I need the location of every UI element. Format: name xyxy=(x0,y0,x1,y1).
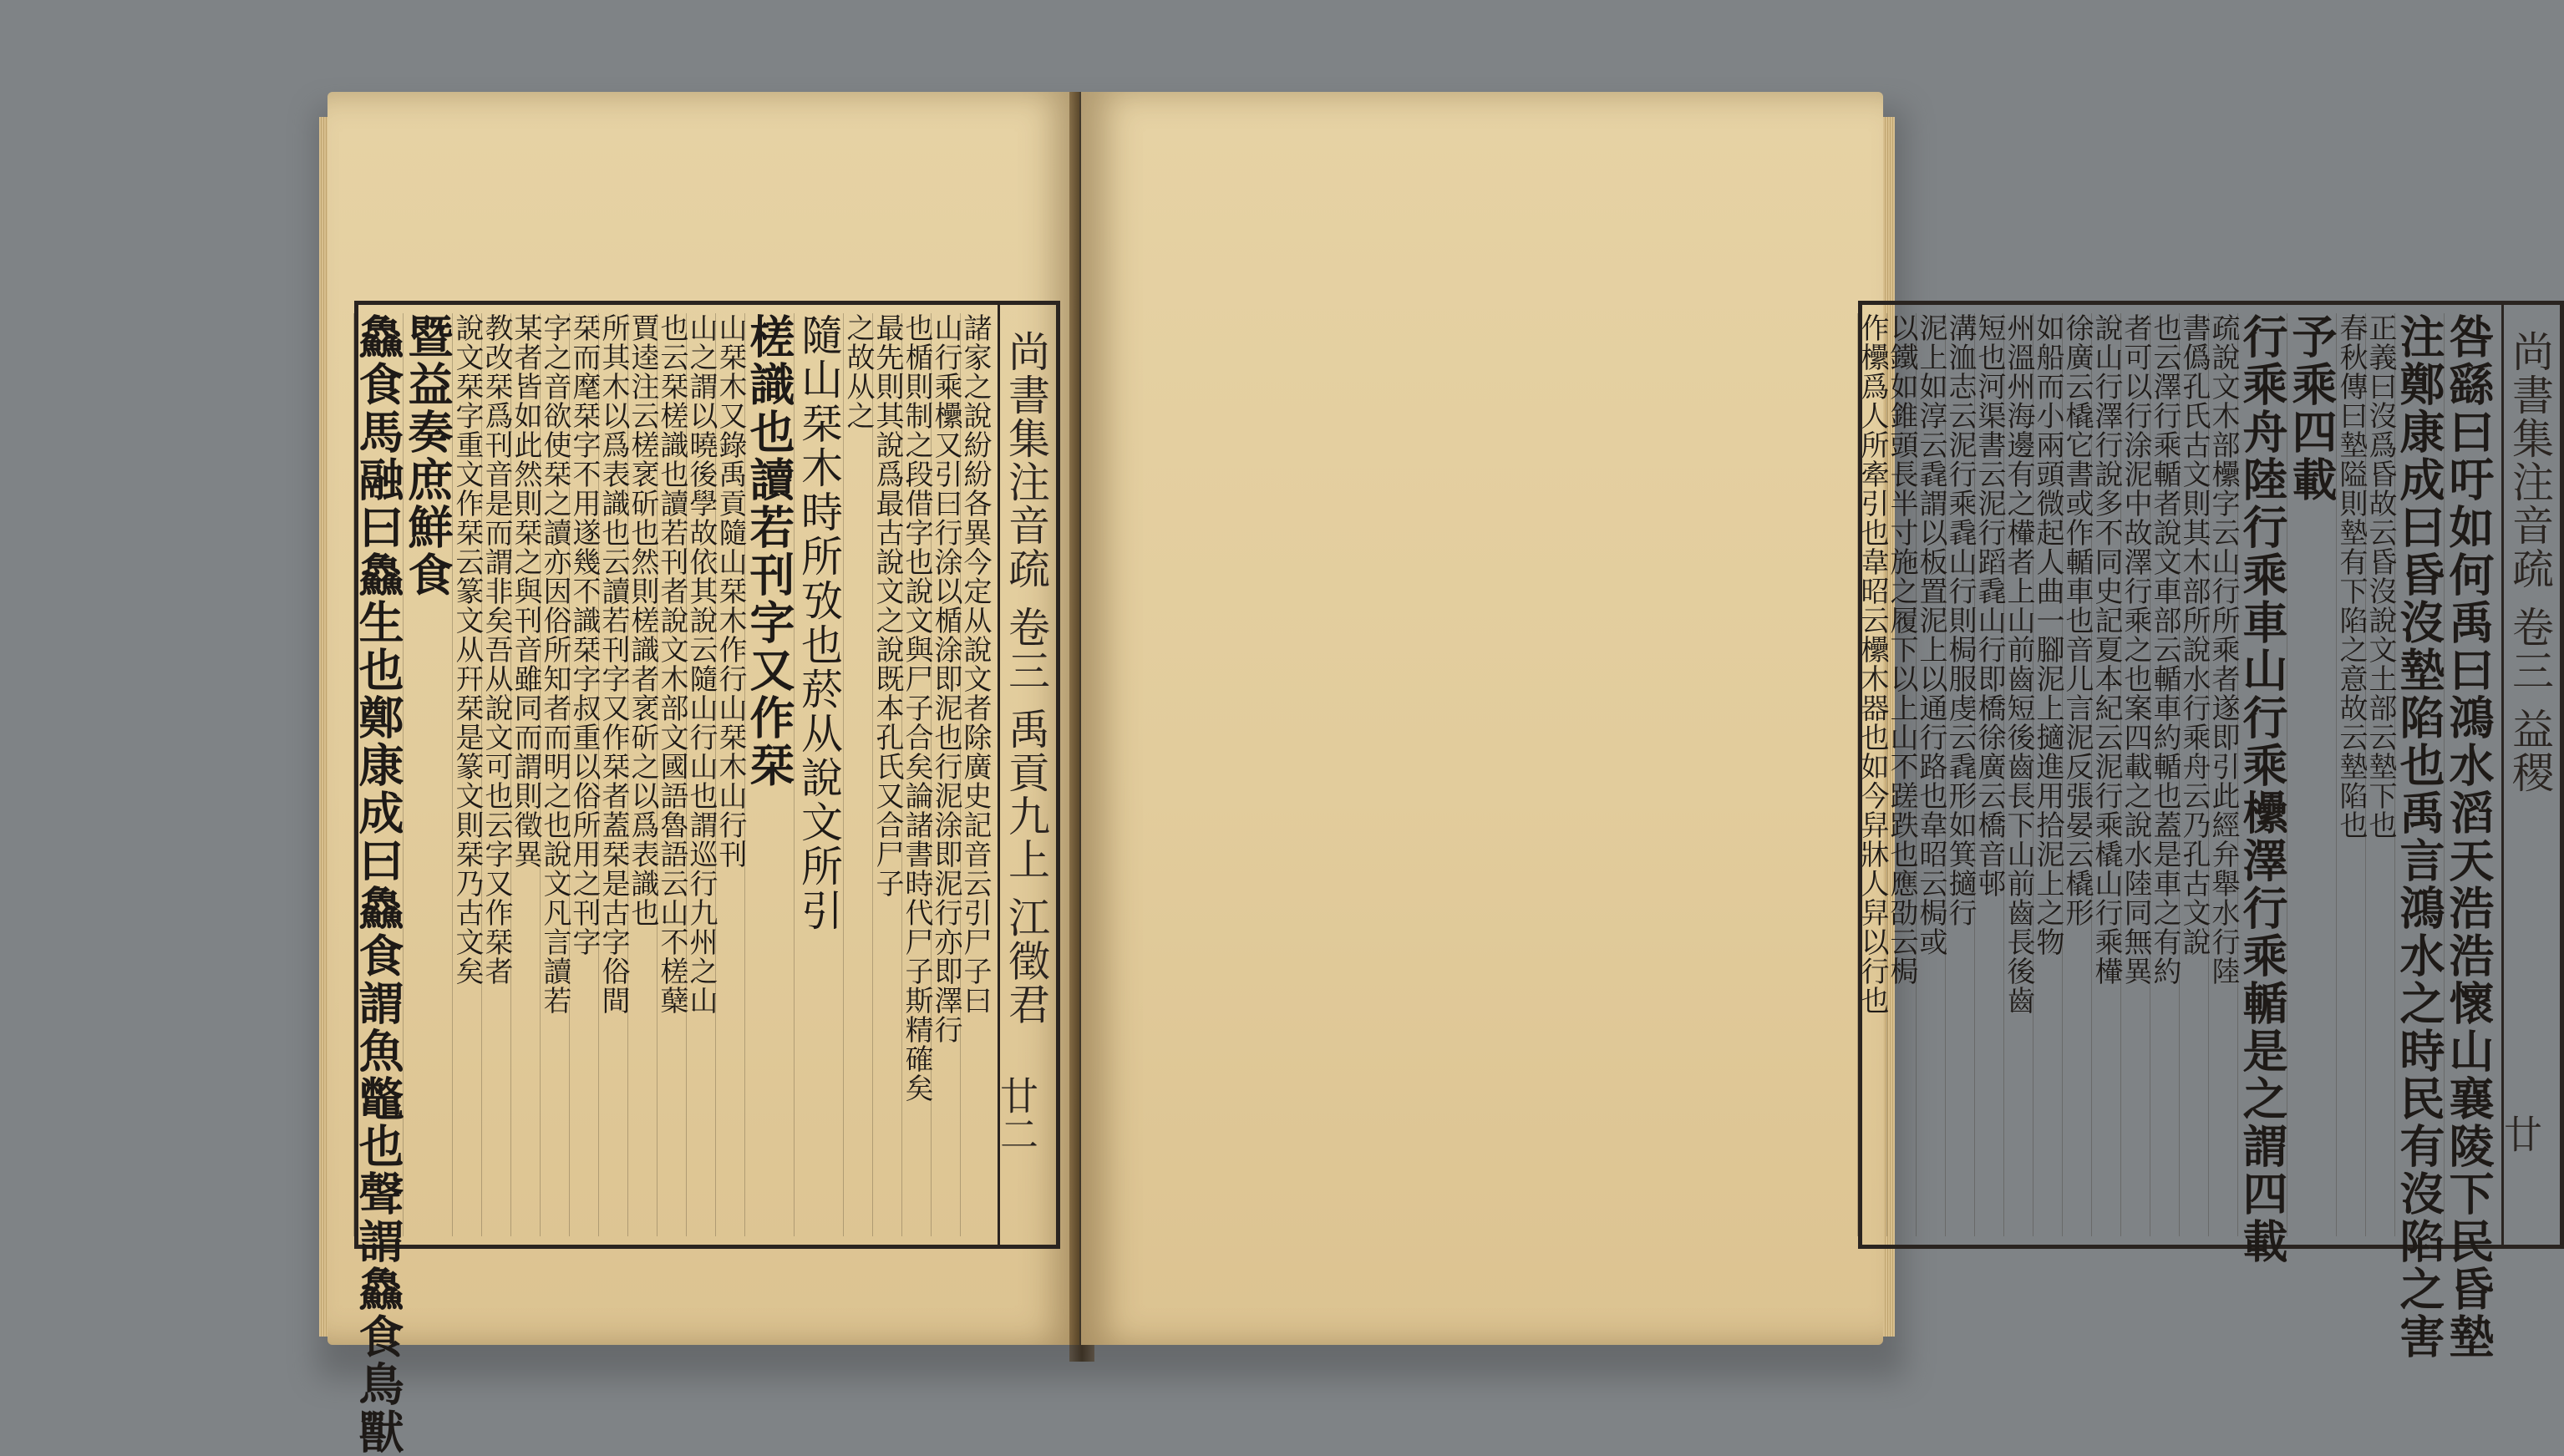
text-column: 山栞木又錄禹貢隨山栞木作行山栞木山行刊 xyxy=(715,313,744,1236)
text-column: 諸家之說紛紛各異今定从說文者除廣史記音云引尸子曰 xyxy=(960,313,989,1236)
text-column: 行乘舟陸行乘車山行乘欙澤行乘輴是之謂四載 xyxy=(2236,313,2289,1266)
text-column: 者可以行涂泥中故澤行乘之也案四載之說水陸同無異 xyxy=(2120,313,2150,1236)
right-page xyxy=(1081,92,2554,1361)
text-column: 栞而麾栞字不用遂幾不識栞字叔重以俗所用之刊字 xyxy=(569,313,598,1236)
right-margin-title: 尚書集注音疏 卷三 益稷 xyxy=(2501,305,2560,1245)
text-column: 咎繇曰吁如何禹曰鴻水滔天浩浩懷山襄陵下民昏墊 xyxy=(2442,313,2495,1361)
right-folio: 廿 xyxy=(2498,1114,2543,1153)
text-column: 最先則其說爲最古說文之說既本孔氏又合尸子 xyxy=(872,313,901,1236)
left-text-frame xyxy=(352,301,1060,1456)
right-text-frame xyxy=(1856,301,2564,1361)
text-column: 之故从之 xyxy=(843,313,872,1236)
left-folio: 廿二 xyxy=(994,1076,1039,1153)
text-column: 隨山栞木時所攷也菸从說文所引 xyxy=(794,313,843,1236)
text-column: 書僞孔氏古文則其木部所說水行乘舟云乃孔古文說 xyxy=(2179,313,2208,1236)
left-text-columns xyxy=(352,313,992,1456)
text-column: 疏說文木部欙字云山行所乘者遂即引此經弁舉水行陸 xyxy=(2208,313,2237,1236)
text-column: 說文栞字重文作栞云篆文从幵栞是篆文則栞乃古文矣 xyxy=(452,313,481,1236)
text-column: 教改栞爲刊音是而謂非矣吾从說文可也云字又作栞者 xyxy=(481,313,510,1236)
text-column: 春秋傳曰墊隘則墊有下陷之意故云墊陷也 xyxy=(2336,313,2365,1236)
text-column: 正義曰沒爲昏故云昏沒說文土部云墊下也 xyxy=(2365,313,2394,1236)
text-column: 也云澤行乘輴者說文車部云輴車約輴也蓋是車之有約 xyxy=(2150,313,2179,1236)
open-book xyxy=(327,92,2554,1456)
text-column: 也云栞槎識也讀若刊者說文木部文國語魯語云山不槎蘖 xyxy=(657,313,686,1236)
left-page xyxy=(327,92,1079,1456)
text-column: 暨益奏庶鮮食 xyxy=(403,313,452,1236)
text-column: 所其木以爲表識也云讀若刊字又作栞者蓋栞是古字俗間 xyxy=(598,313,627,1236)
text-column: 以鐵如錐頭長半寸施之履下以上山不蹉跌也應劭云梮 xyxy=(1886,313,1916,1236)
right-text-columns xyxy=(1856,313,2495,1361)
text-column: 某者皆如此然則栞之與刊音雖同而謂則徵異 xyxy=(510,313,540,1236)
text-column: 賈逵注云槎衺斫也然則槎識者衺斫之以爲表識也 xyxy=(627,313,657,1236)
text-column: 山之謂以曉後學故依其說云隨山行山也謂巡行九州之山 xyxy=(686,313,715,1236)
text-column: 予乘四載 xyxy=(2287,313,2336,1236)
text-column: 說山行澤行說多不同史記夏本紀云泥行乘橇山行乘檋 xyxy=(2091,313,2120,1236)
text-column: 州溫州海邊有之檋者上山前齒短後齒長下山前齒長後齒 xyxy=(2003,313,2033,1236)
text-column: 作欙爲人所牽引也韋昭云欙木器也如今舁牀人舁以行也 xyxy=(1857,313,1886,1236)
text-column: 山行乘欙又引曰行涂以楯涂即泥也行泥涂即泥行亦即澤行 xyxy=(931,313,960,1236)
text-column: 如船而小兩頭微起人曲一腳泥上擿進用拾泥上之物 xyxy=(2033,313,2062,1236)
left-margin-title: 尚書集注音疏 卷三 禹貢九上 江徵君 xyxy=(998,305,1056,1245)
text-column: 短也河渠書云泥行蹈毳山行即橋徐廣云橋音邨 xyxy=(1974,313,2003,1236)
text-column: 泥上如淳云毳謂以板置泥上以通行路也韋昭云梮或 xyxy=(1916,313,1945,1236)
text-column: 徐廣云橇它書或作輴車也音儿言泥反張晏云橇形 xyxy=(2062,313,2091,1236)
text-column: 溝洫志云泥行乘毳山行則梮服虔云毳形如箕擿行 xyxy=(1945,313,1974,1236)
text-column: 字之音欲使栞之讀亦因俗所知者而明之也說文凡言讀若 xyxy=(540,313,569,1236)
text-column: 槎識也讀若刊字又作栞 xyxy=(744,313,794,1236)
text-column: 鱻食馬融曰鱻生也鄭康成曰鱻食謂魚鼈也聲謂鱻食鳥獸 xyxy=(352,313,405,1456)
text-column: 注鄭康成曰昏沒墊陷也禹言鴻水之時民有沒陷之害 xyxy=(2393,313,2446,1361)
text-column: 也楯則制之段借字也說文與尸子合矣論諸書時代尸子斯精確矣 xyxy=(901,313,931,1236)
